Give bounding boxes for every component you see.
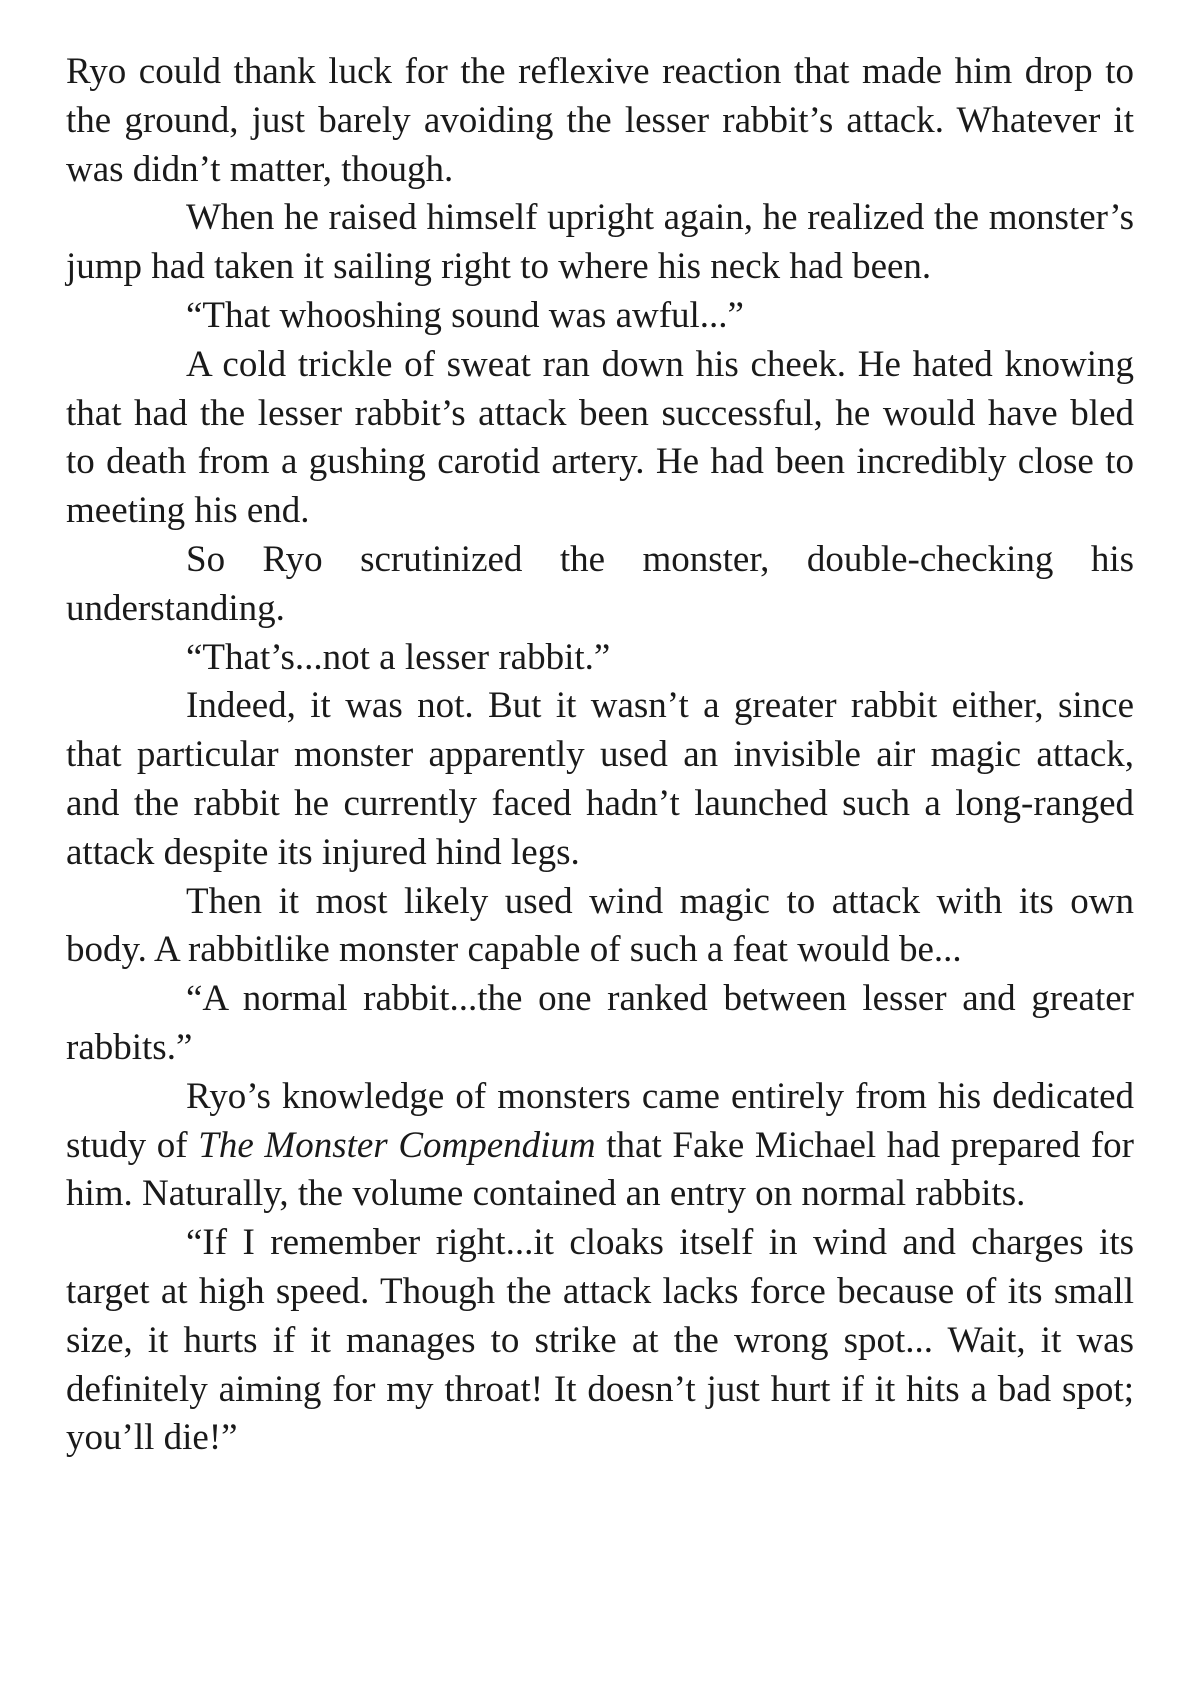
paragraph: So Ryo scrutinized the monster, double-checking his understanding. xyxy=(66,538,1134,629)
paragraph: Then it most likely used wind magic to attack with its own body. A rabbitlike monster capable of such a feat would be... xyxy=(66,880,1134,971)
book-page xyxy=(66,48,1134,1463)
paragraph: When he raised himself upright again, he realized the monster’s jump had taken it sailing right to where his neck had been. xyxy=(66,197,1134,288)
paragraph: A cold trickle of sweat ran down his cheek. He hated knowing that had the lesser rabbit’s attack been successful, he would have bled to death from a gushing carotid artery. He had been incredibly close to meeting his end. xyxy=(66,343,1134,532)
paragraph-dialogue: “That’s...not a lesser rabbit.” xyxy=(186,636,611,678)
paragraph: Ryo could thank luck for the reflexive reaction that made him drop to the ground, just barely avoiding the lesser rabbit’s attack. Whatever it was didn’t matter, though. xyxy=(66,51,1134,190)
paragraph-text-after: that Fake Michael had prepared for him. Naturally, the volume contained an entry on normal rabbits. xyxy=(66,1124,1134,1215)
book-title: The Monster Compendium xyxy=(198,1124,596,1166)
paragraph: Indeed, it was not. But it wasn’t a greater rabbit either, since that particular monster apparently used an invisible air magic attack, and the rabbit he currently faced hadn’t launched such a long-ranged attack despite its injured hind legs. xyxy=(66,685,1134,873)
paragraph-dialogue: “That whooshing sound was awful...” xyxy=(186,294,744,336)
paragraph-text-before: Ryo’s knowledge of monsters came entirely from his dedicated study of xyxy=(66,1075,1134,1166)
paragraph-with-book-title xyxy=(66,1073,1134,1219)
paragraph-dialogue: “If I remember right...it cloaks itself in wind and charges its target at high speed. Though the attack lacks force because of its small size, it hurts if it manages to strike at the wrong spot... Wait, it was definitely aiming for my throat! It doesn’t just hurt if it hits a bad spot; you’ll die!” xyxy=(66,1222,1134,1459)
paragraph-dialogue: “A normal rabbit...the one ranked between lesser and greater rabbits.” xyxy=(66,978,1134,1068)
